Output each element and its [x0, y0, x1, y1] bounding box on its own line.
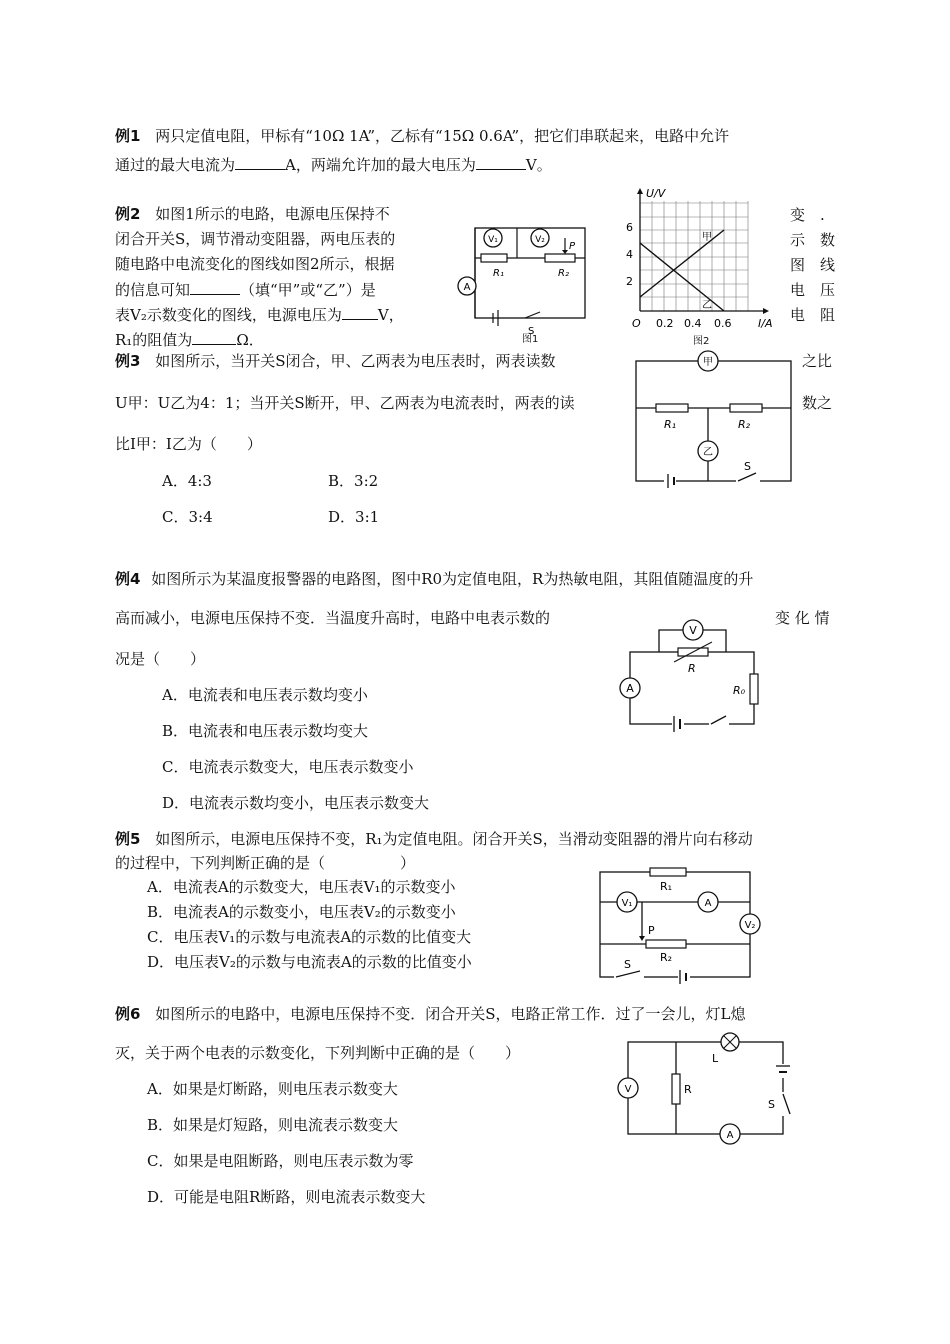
ex3-r2-resistor [730, 404, 762, 412]
ex1-blank-current[interactable] [235, 153, 285, 170]
ex2-rc-2: 图 [790, 256, 806, 274]
ex2-blank-graph[interactable] [190, 278, 240, 295]
ex2-p-label: P [569, 241, 576, 252]
ex2-v1-label: V₁ [488, 235, 498, 245]
ex3-text3: 比I甲：I乙为（ ） [115, 435, 262, 453]
ex6-option-d[interactable]: D．可能是电阻R断路，则电流表示数变大 [147, 1188, 426, 1206]
ex2-xtick-04: 0.4 [684, 317, 702, 330]
ex1-line1 [115, 125, 729, 147]
ex4-l1 [115, 568, 753, 590]
ex2-text5b: V， [377, 306, 404, 324]
ex3-jia-label: 甲 [703, 357, 713, 368]
ex3-option-a[interactable]: A．4:3 [162, 472, 212, 490]
ex6-option-c[interactable]: C．如果是电阻断路，则电压表示数为零 [147, 1152, 414, 1170]
ex2-rc2-0: . [820, 206, 825, 224]
ex2-text2: 闭合开关S，调节滑动变阻器，两电压表的 [115, 230, 396, 248]
ex5-option-d[interactable]: D．电压表V₂的示数与电流表A的示数的比值变小 [147, 953, 472, 971]
ex2-ytick-4: 4 [626, 248, 633, 261]
ex2-rc2-1: 数 [820, 231, 836, 249]
ex2-text4b: （填“甲”或“乙”）是 [240, 281, 376, 299]
ex3-option-d[interactable]: D．3:1 [328, 508, 380, 526]
ex3-label: 例3 [115, 352, 141, 370]
ex2-rc2-4: 阻 [820, 306, 836, 324]
ex6-text1: 如图所示的电路中，电源电压保持不变．闭合开关S，电路正常工作．过了一会儿，灯L熄 [155, 1005, 746, 1023]
ex2-l6 [115, 328, 264, 351]
ex3-yi-label: 乙 [703, 447, 713, 458]
ex2-text1: 如图1所示的电路，电源电压保持不 [155, 205, 390, 223]
ex2-ytick-6: 6 [626, 221, 633, 234]
ex5-circuit [594, 862, 774, 986]
ex2-xtick-06: 0.6 [714, 317, 732, 330]
ex6-l1 [115, 1003, 745, 1025]
ex3-s-label: S [744, 460, 751, 473]
ex5-option-b[interactable]: B．电流表A的示数变小，电压表V₂的示数变小 [147, 903, 456, 921]
ex4-option-c[interactable]: C．电流表示数变大，电压表示数变小 [162, 758, 414, 776]
ex5-p-label: P [648, 924, 655, 937]
ex4-circuit [614, 612, 774, 740]
ex4-label: 例4 [115, 570, 141, 588]
ex2-l4 [115, 278, 376, 301]
ex2-right-col2 [820, 203, 835, 328]
ex2-jia-label: 甲 [702, 232, 712, 243]
ex5-option-a[interactable]: A．电流表A的示数变大，电压表V₁的示数变小 [147, 878, 456, 896]
ex4-a-label: A [626, 682, 634, 695]
ex3-text2: U甲：U乙为4：1；当开关S断开，甲、乙两表为电流表时，两表的读 [115, 394, 575, 412]
ex2-rc-4: 电 [790, 306, 806, 324]
ex6-s-label: S [768, 1098, 775, 1111]
ex2-text6b: Ω． [236, 331, 264, 349]
ex6-option-b[interactable]: B．如果是灯短路，则电流表示数变大 [147, 1116, 399, 1134]
ex1-blank-voltage[interactable] [476, 153, 526, 170]
ex3-option-b[interactable]: B．3:2 [328, 472, 379, 490]
ex2-label: 例2 [115, 205, 141, 223]
ex1-line2 [115, 153, 552, 176]
ex2-rc-0: 变 [790, 206, 806, 224]
ex2-blank-resistance[interactable] [192, 328, 236, 345]
ex1-text1: 两只定值电阻，甲标有“10Ω 1A”，乙标有“15Ω 0.6A”，把它们串联起来，电路中允许 [155, 127, 730, 145]
ex5-r1-resistor [650, 868, 686, 876]
ex2-v2-label: V₂ [535, 235, 545, 245]
ex2-fig1-circuit [455, 218, 595, 343]
ex2-fig1-caption: 图1 [522, 334, 539, 345]
ex2-rc-3: 电 [790, 281, 806, 299]
ex4-r-label: R [688, 662, 696, 675]
ex5-s-label: S [624, 958, 631, 971]
ex1-label: 例1 [115, 127, 141, 145]
ex2-rc2-3: 压 [820, 281, 836, 299]
ex2-rc-1: 示 [790, 231, 806, 249]
ex5-label: 例5 [115, 830, 141, 848]
ex3-r1-resistor [656, 404, 688, 412]
ex3-r2-label: R₂ [738, 418, 751, 431]
ex2-right-col [790, 203, 805, 328]
ex2-text6a: R₁的阻值为 [115, 331, 193, 349]
ex6-circuit [608, 1030, 798, 1145]
ex2-r1-resistor [481, 254, 507, 262]
ex5-text1: 如图所示，电源电压保持不变，R₁为定值电阻。闭合开关S，当滑动变阻器的滑片向右移动 [155, 830, 753, 848]
ex4-option-d[interactable]: D．电流表示数均变小，电压表示数变大 [162, 794, 430, 812]
ex2-text5: 表V₂示数变化的图线，电源电压为 [115, 306, 342, 324]
ex1-text2b: A，两端允许加的最大电压为 [285, 156, 476, 174]
ex4-text2: 高而减小，电源电压保持不变．当温度升高时，电路中电表示数的 [115, 609, 551, 627]
ex2-ytick-2: 2 [626, 275, 633, 288]
ex2-a-label: A [463, 282, 471, 293]
ex5-v2-label: V₂ [744, 920, 756, 931]
ex5-a-label: A [704, 898, 712, 909]
ex2-fig2-graph [620, 186, 785, 346]
ex3-option-c[interactable]: C．3:4 [162, 508, 213, 526]
ex2-r2-label: R₂ [558, 268, 569, 279]
ex5-r2-label: R₂ [660, 951, 673, 964]
ex6-text2: 灭，关于两个电表的示数变化，下列判断中正确的是（ ） [115, 1044, 521, 1062]
ex2-origin-label: O [632, 317, 641, 330]
ex2-r2-resistor [545, 254, 575, 262]
ex4-text2-right: 变 化 情 [775, 609, 830, 627]
ex2-l1 [115, 203, 390, 225]
ex3-text2-right: 数之 [802, 394, 833, 412]
ex2-text4a: 的信息可知 [115, 281, 191, 299]
ex6-r-resistor [672, 1074, 680, 1104]
ex2-yaxis-label: U/V [646, 187, 666, 200]
ex6-r-label: R [684, 1083, 692, 1096]
ex4-v-label: V [689, 624, 697, 637]
ex2-text3: 随电路中电流变化的图线如图2所示，根据 [115, 255, 395, 273]
ex2-fig2-caption: 图2 [693, 336, 710, 347]
ex2-r1-label: R₁ [493, 268, 504, 279]
ex4-option-b[interactable]: B．电流表和电压表示数均变大 [162, 722, 369, 740]
ex4-r0-resistor [750, 674, 758, 704]
ex5-text2: 的过程中，下列判断正确的是（ ） [115, 854, 416, 872]
ex2-yi-label: 乙 [702, 300, 712, 311]
ex2-xaxis-label: I/A [758, 317, 773, 330]
ex4-option-a[interactable]: A．电流表和电压表示数均变小 [162, 686, 368, 704]
ex3-text1: 如图所示，当开关S闭合，甲、乙两表为电压表时，两表读数 [155, 352, 556, 370]
ex5-v1-label: V₁ [621, 898, 633, 909]
ex3-text1-right: 之比 [802, 352, 833, 370]
ex2-s-label: S [528, 326, 535, 337]
ex6-a-label: A [726, 1130, 734, 1141]
ex2-blank-voltage[interactable] [342, 303, 378, 320]
ex1-text2c: V。 [525, 156, 552, 174]
ex2-l5 [115, 303, 404, 326]
ex5-r2-rheostat [646, 940, 686, 948]
ex6-option-a[interactable]: A．如果是灯断路，则电压表示数变大 [147, 1080, 398, 1098]
ex4-text1: 如图所示为某温度报警器的电路图，图中R0为定值电阻，R为热敏电阻，其阻值随温度的升 [151, 570, 754, 588]
ex2-xtick-02: 0.2 [656, 317, 674, 330]
ex3-circuit [628, 346, 800, 488]
ex6-label: 例6 [115, 1005, 141, 1023]
ex1-text2a: 通过的最大电流为 [115, 156, 236, 174]
ex6-l-label: L [712, 1052, 719, 1065]
ex4-text3: 况是（ ） [115, 650, 206, 668]
ex6-v-label: V [624, 1084, 632, 1095]
ex5-l1 [115, 828, 753, 850]
ex4-r0-label: R₀ [733, 684, 746, 697]
ex2-rc2-2: 线 [820, 256, 836, 274]
ex3-l1 [115, 350, 556, 372]
ex5-r1-label: R₁ [660, 880, 673, 893]
ex5-option-c[interactable]: C．电压表V₁的示数与电流表A的示数的比值变大 [147, 928, 472, 946]
ex3-r1-label: R₁ [664, 418, 677, 431]
